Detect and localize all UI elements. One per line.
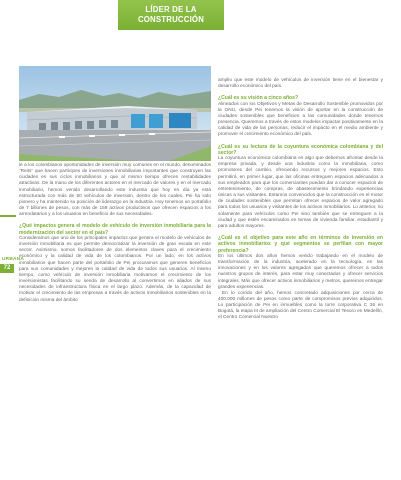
right-question-2: ¿Cuál es su lectura de la coyuntura económica colombiana y del sector?	[218, 143, 383, 156]
right-paragraph-0: amplio que este modelo de vehículos de inversión tiene en el bienestar y desarrollo económico del país.	[218, 78, 383, 90]
left-paragraph-2: Consideramos que uno de los principales impactos que genera el modelo de vehículos de inversión inmobiliaria es que permite democratizar la inversión de gran escala en este sector. Asimismo, somos facilitadores de dos elementos claves para el crecimiento económico y la calidad de vida de los colombianos. Por un lado, en los activos inmobiliarios que hacen parte del portafolio de Pei procuramos que generen beneficios para sus comunidades y mejoren la calidad de vida de todos sus usuarios. Al mismo tiempo, como vehículo de inversión inmobiliaria motivamos el crecimiento de los inversionistas facilitando su senda de desarrollo al convertirnos en aliados de sus necesidades de infraestructura física en el largo plazo. Además, de la capacidad de motivar el crecimiento de las empresas a través de activos inmobiliarios sostenibles en la definición misma del ámbito	[19, 236, 211, 303]
section-banner	[118, 0, 224, 30]
right-question-3: ¿Cuál es el objetivo para este año en términos de inversión en activos inmobiliarios y qué segmentos se perfilan con mayor preferencia?	[218, 235, 383, 254]
left-question-1: ¿Qué impactos genera el modelo de vehículo de inversión inmobiliaria para la modernización del sector en el país?	[19, 223, 211, 236]
right-paragraph-4: En lo corrido del año, hemos concretado adquisiciones por cerca de 400.000 millones de pesos como parte de compromisos previos adquiridos. Lo participación de Pei en inmuebles como la torre corporativa C 36 en Bogotá, la etapa III de ampliación del Centro Comercial El Tesoro en Medellín, el Centro Comercial Nuestro	[218, 290, 383, 321]
warehouse-photo	[19, 66, 211, 161]
left-text-column	[19, 163, 211, 304]
banner-line-1: LÍDER DE LA	[145, 5, 197, 14]
page-number: 72	[0, 264, 14, 273]
left-paragraph-1: le a los colombianos oportunidades de inversión muy comunes en el mundo, denominados “Reits” que hacen partícipes de inversiones inmobiliarias importantes que construyen las ciudades en sus ciclos inmobiliarios y que al mismo tiempo ofrecen rentabilidades atractivas. De la mano de los diferentes actores en el mercado de valores y en el mercado inmobiliario, hemos venido desarrollando este industria que hoy en día ya está estructurada con más de 50 vehículos de inversión, dentro de los cuales, Pei ha sido pionero y ha mantenido su posición de liderazgo en la industria. Hoy tenemos un portafolio de 7 billones de pesos, con más de 159 activos productivos que ofrecen espacios a los arrendatarios y a los usuarios en beneficio de sus necesidades.	[19, 163, 211, 218]
section-label: URBANA	[2, 257, 24, 262]
banner-line-2: CONSTRUCCIÓN	[137, 14, 205, 24]
right-paragraph-3: En los últimos dos años hemos venido trabajando en el modelo de transformación de la industria, acelerado en la tecnología, en las innovaciones y en los valores agregados que queremos ofrecer a todos nuestros grupos de interés, para estar muy conectados y ofrecer servicios integrales. Más que ofrecer activos inmobiliarios y metros, queremos entregar grandes experiencias.	[218, 253, 383, 290]
margin-rule	[0, 215, 16, 217]
right-text-column	[218, 78, 383, 322]
right-question-1: ¿Cuál es su visión a cinco años?	[218, 95, 299, 102]
warehouse-illustration	[19, 66, 211, 161]
right-paragraph-1: Alineados con los Objetivos y Metas de Desarrollo Sostenible promovidos por la ONU, desde Pei tenemos la visión de aportar en la construcción de ciudades sostenibles que beneficien a las comunidades donde tenemos presencia. Queremos a través de estos modelos impactar positivamente en la calidad de vida de las personas, reducir el impacto en el medio ambiente y promover el crecimiento económico del país.	[218, 101, 383, 138]
right-paragraph-2: La coyuntura económica colombiana es algo que debemos afrontar desde la empresa privada, y desde una industria como la inmobiliaria, como promotores del cambio, ofreciendo recursos y mejores espacios. Esto permitirá, en primer lugar, que las oficinas entreguen espacios adecuados a sus empleados para que los comerciantes puedan dar a conocer espacios de entretenimiento, de compras, de abastecimiento brindando experiencias únicas a sus visitantes. Estamos convencidos que la construcción es el motor de ciudades sostenibles que permitan ofrecer espacios de valor agregado para todos los usuarios y visitantes de los activos inmobiliarios. Lo anterior, no solamente para vehículos como Pei sino también que se entreguen a la ciudad y que estén encaminados en temas de vivienda familiar, estudiantil y para adultos mayores.	[218, 156, 383, 229]
